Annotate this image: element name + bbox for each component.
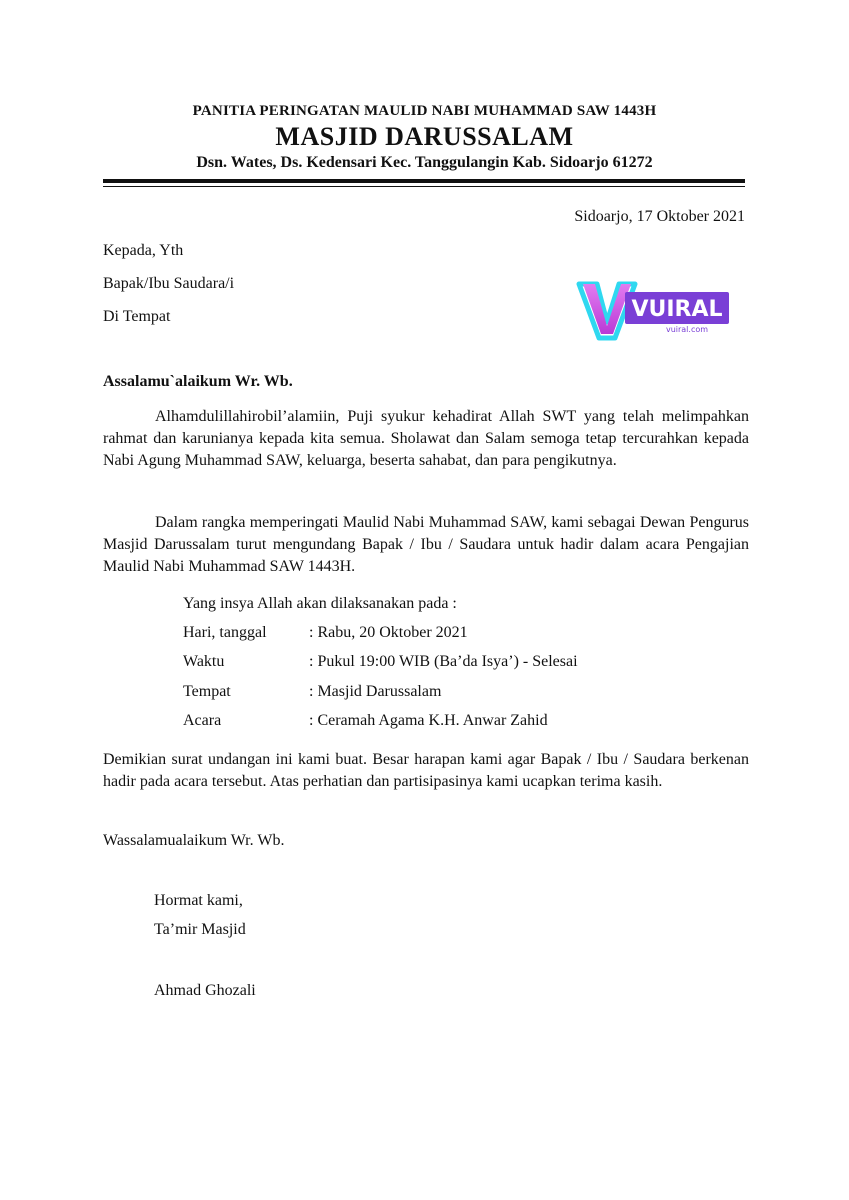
logo-brand-text: VUIRAL: [631, 297, 723, 322]
signature-name: Ahmad Ghozali: [154, 982, 256, 999]
place-date: Sidoarjo, 17 Oktober 2021: [574, 208, 745, 225]
closing-greeting: Wassalamualaikum Wr. Wb.: [103, 832, 285, 849]
header-divider-thick: [103, 179, 745, 183]
schedule-value-event: : Ceramah Agama K.H. Anwar Zahid: [309, 712, 548, 729]
committee-title: PANITIA PERINGATAN MAULID NABI MUHAMMAD SAW 1443H: [192, 103, 657, 119]
vuiral-watermark-logo: [575, 276, 735, 342]
logo-site-text: vuiral.com: [665, 325, 709, 334]
schedule-intro: Yang insya Allah akan dilaksanakan pada :: [183, 595, 457, 612]
signature-regards: Hormat kami,: [154, 892, 243, 909]
paragraph-invitation: Dalam rangka memperingati Maulid Nabi Muhammad SAW, kami sebagai Dewan Pengurus Masjid Darussalam turut mengundang Bapak / Ibu / Saudara untuk hadir dalam acara Pengajian Maulid Nabi Muhammad SAW 1443H.: [103, 514, 749, 575]
schedule-value-time: : Pukul 19:00 WIB (Ba’da Isya’) - Selesai: [309, 653, 578, 670]
header-divider-thin: [103, 186, 745, 187]
paragraph-closing: Demikian surat undangan ini kami buat. Besar harapan kami agar Bapak / Ibu / Saudara berkenan hadir pada acara tersebut. Atas perhatian dan partisipasinya kami ucapkan terima kasih.: [103, 751, 749, 790]
schedule-value-place: : Masjid Darussalam: [309, 683, 442, 700]
recipient-line-1: Kepada, Yth: [103, 242, 184, 259]
paragraph-opening: Alhamdulillahirobil’alamiin, Puji syukur kehadirat Allah SWT yang telah melimpahkan rahmat dan karunianya kepada kita semua. Sholawat dan Salam semoga tetap tercurahkan kepada Nabi Agung Muhammad SAW, keluarga, beserta sahabat, dan para pengikutnya.: [103, 408, 749, 469]
schedule-value-date: : Rabu, 20 Oktober 2021: [309, 624, 468, 641]
schedule-label-place: Tempat: [183, 683, 231, 700]
greeting: Assalamu`alaikum Wr. Wb.: [103, 373, 293, 390]
recipient-line-2: Bapak/Ibu Saudara/i: [103, 275, 235, 292]
mosque-address: Dsn. Wates, Ds. Kedensari Kec. Tanggulangin Kab. Sidoarjo 61272: [196, 154, 653, 171]
schedule-label-event: Acara: [183, 712, 222, 729]
schedule-label-time: Waktu: [183, 653, 225, 670]
mosque-name: MASJID DARUSSALAM: [275, 122, 574, 151]
schedule-label-date: Hari, tanggal: [183, 624, 267, 641]
signature-role: Ta’mir Masjid: [154, 921, 246, 938]
recipient-line-3: Di Tempat: [103, 308, 171, 325]
